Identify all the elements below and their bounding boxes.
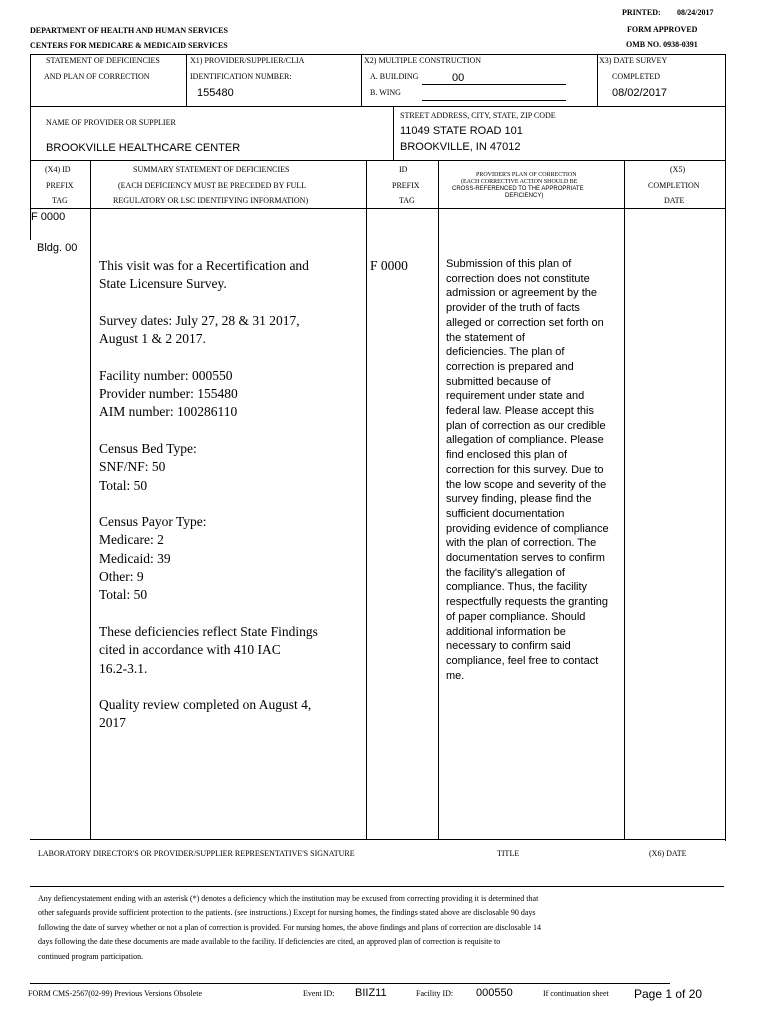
summary-line: Total: 50 — [99, 477, 148, 493]
summary-line: Facility number: 000550 — [99, 367, 233, 383]
form-number: FORM CMS-2567(02-99) Previous Versions Obsolete — [28, 989, 203, 998]
plan-line: additional information be — [446, 625, 566, 638]
summary-line: Other: 9 — [99, 569, 144, 585]
summary-line: Quality review completed on August 4, — [99, 697, 312, 713]
summary-line: Census Payor Type: — [99, 514, 207, 530]
disclaimer-line: continued program participation. — [38, 951, 144, 961]
summary-header-1: SUMMARY STATEMENT OF DEFICIENCIES — [133, 165, 290, 174]
summary-header-2: (EACH DEFICIENCY MUST BE PRECEDED BY FULL — [118, 181, 307, 190]
plan-line: plan of correction as our credible — [446, 419, 606, 432]
summary-line: Medicare: 2 — [99, 532, 164, 548]
plan-line: compliance. Thus, the facility — [446, 581, 588, 594]
summary-line: Medicaid: 39 — [99, 550, 171, 566]
printed-date: 08/24/2017 — [677, 8, 714, 17]
x4-header-3: TAG — [52, 196, 68, 205]
plan-line: correction is prepared and — [446, 360, 574, 373]
summary-line: August 1 & 2 2017. — [99, 331, 206, 347]
provider-id-value: 155480 — [197, 87, 234, 99]
plan-header-3: CROSS-REFERENCED TO THE APPROPRIATE — [452, 186, 584, 192]
plan-line: survey finding, please find the — [446, 493, 592, 506]
plan-line: sufficient documentation — [446, 507, 565, 520]
plan-line: the statement of — [446, 331, 525, 344]
plan-line: with the plan of correction. The — [446, 537, 597, 550]
id-header-1: ID — [399, 165, 408, 174]
plan-line: allegation of compliance. Please — [446, 434, 604, 447]
building-value: 00 — [452, 72, 465, 84]
plan-line: Submission of this plan of — [446, 258, 572, 270]
plan-header-4: DEFICIENCY) — [505, 193, 544, 199]
building-label: A. BUILDING — [370, 72, 419, 81]
provider-name-label: NAME OF PROVIDER OR SUPPLIER — [46, 118, 176, 127]
title-label: TITLE — [497, 849, 520, 858]
page-number: Page 1 of 20 — [634, 987, 703, 1001]
plan-line: alleged or correction set forth on — [446, 316, 604, 329]
disclaimer-line: days following the date these documents are made available to the facility. If deficiencies are cited, an approved plan of correction is requisite to — [38, 937, 501, 947]
summary-line: Provider number: 155480 — [99, 386, 238, 402]
continuation-label: If continuation sheet — [543, 989, 609, 998]
x4-header-2: PREFIX — [46, 181, 74, 190]
address-label: STREET ADDRESS, CITY, STATE, ZIP CODE — [400, 111, 556, 120]
summary-line: cited in accordance with 410 IAC — [99, 642, 281, 658]
right-tag: F 0000 — [370, 258, 408, 273]
summary-line: These deficiencies reflect State Findings — [99, 623, 318, 639]
summary-paragraph — [99, 440, 318, 495]
id-header-2: PREFIX — [392, 181, 420, 190]
x2-label: X2) MULTIPLE CONSTRUCTION — [364, 56, 482, 65]
plan-header-1: PROVIDER'S PLAN OF CORRECTION — [476, 172, 577, 178]
summary-line: SNF/NF: 50 — [99, 459, 166, 475]
signature-label: LABORATORY DIRECTOR'S OR PROVIDER/SUPPLIER REPRESENTATIVE'S SIGNATURE — [38, 849, 355, 858]
summary-line: Total: 50 — [99, 587, 148, 603]
completed-label: COMPLETED — [612, 72, 660, 81]
plan-line: compliance, feel free to contact — [446, 654, 599, 667]
left-tag: F 0000 — [31, 211, 66, 223]
address-line1: 11049 STATE ROAD 101 — [400, 125, 523, 137]
survey-completed-date: 08/02/2017 — [612, 87, 668, 99]
summary-line: Survey dates: July 27, 28 & 31 2017, — [99, 312, 300, 328]
summary-statement — [99, 257, 318, 751]
plan-line: submitted because of — [446, 375, 551, 388]
plan-line: providing evidence of compliance — [446, 522, 609, 535]
identification-label: IDENTIFICATION NUMBER: — [190, 72, 292, 81]
plan-line: documentation serves to confirm — [446, 552, 605, 565]
plan-line: necessary to confirm said — [446, 640, 571, 653]
summary-paragraph — [99, 513, 318, 604]
event-id-label: Event ID: — [303, 989, 335, 998]
summary-header-3: REGULATORY OR LSC IDENTIFYING INFORMATION) — [113, 196, 309, 205]
facility-id-label: Facility ID: — [416, 989, 454, 998]
bldg-label: Bldg. 00 — [37, 242, 78, 254]
printed-label: PRINTED: — [622, 8, 661, 17]
plan-line: correction for this survey. Due to — [446, 463, 604, 476]
plan-line: me. — [446, 669, 465, 682]
summary-paragraph — [99, 696, 318, 733]
disclaimer-line: following the date of survey whether or not a plan of correction is provided. For nursing homes, the above findings and plans of correction are disclosable 14 — [38, 922, 541, 932]
x5-header-1: (X5) — [670, 165, 686, 174]
summary-line: AIM number: 100286110 — [99, 404, 238, 420]
plan-line: deficiencies. The plan of — [446, 346, 565, 359]
summary-paragraph — [99, 312, 318, 349]
disclaimer — [38, 892, 541, 964]
id-header-3: TAG — [399, 196, 415, 205]
plan-line: the low scope and severity of the — [446, 478, 607, 491]
centers-title: CENTERS FOR MEDICARE & MEDICAID SERVICES — [30, 41, 228, 50]
disclaimer-line: Any defiencystatement ending with an asterisk (*) denotes a deficiency which the institution may be excused from correcting providing it is determined that — [38, 894, 539, 903]
summary-line: This visit was for a Recertification and — [99, 258, 309, 273]
wing-label: B. WING — [370, 88, 401, 97]
plan-line: the facility's allegation of — [446, 566, 565, 579]
plan-line: correction does not constitute — [446, 272, 590, 285]
x5-header-2: COMPLETION — [648, 181, 700, 190]
statement-label: STATEMENT OF DEFICIENCIES — [46, 56, 160, 65]
department-title: DEPARTMENT OF HEALTH AND HUMAN SERVICES — [30, 26, 228, 35]
plan-of-correction-label: AND PLAN OF CORRECTION — [44, 72, 150, 81]
plan-line: of paper compliance. Should — [446, 610, 586, 623]
plan-line: admission or agreement by the — [446, 287, 598, 300]
summary-line: 2017 — [99, 715, 126, 731]
plan-line: federal law. Please accept this — [446, 405, 594, 418]
plan-header-2: (EACH CORRECTIVE ACTION SHOULD BE — [461, 179, 578, 185]
form-approved: FORM APPROVED — [627, 25, 698, 34]
date-label: (X6) DATE — [649, 849, 687, 858]
summary-line: Census Bed Type: — [99, 440, 197, 456]
summary-paragraph — [99, 623, 318, 678]
event-id-value: BIIZ11 — [355, 987, 387, 999]
facility-id-value: 000550 — [476, 987, 513, 999]
omb-number: OMB NO. 0938-0391 — [626, 40, 698, 49]
summary-line: 16.2-3.1. — [99, 660, 148, 676]
plan-of-correction — [446, 257, 609, 683]
provider-name-value: BROOKVILLE HEALTHCARE CENTER — [46, 142, 241, 154]
x1-label: X1) PROVIDER/SUPPLIER/CLIA — [190, 56, 305, 65]
disclaimer-line: other safeguards provide sufficient protection to the patients. (see instructions.) Except for nursing homes, the findings stated above are disclosable 90 days — [38, 908, 536, 918]
summary-paragraph — [99, 257, 318, 294]
plan-line: provider of the truth of facts — [446, 302, 580, 315]
plan-line: requirement under state and — [446, 390, 585, 403]
x4-header-1: (X4) ID — [45, 165, 71, 174]
plan-line: find enclosed this plan of — [446, 449, 568, 462]
x5-header-3: DATE — [664, 196, 685, 205]
x3-label: X3) DATE SURVEY — [599, 56, 668, 65]
summary-paragraph — [99, 367, 318, 422]
plan-line: respectfully requests the granting — [446, 596, 609, 609]
address-line2: BROOKVILLE, IN 47012 — [400, 141, 521, 153]
summary-line: State Licensure Survey. — [99, 276, 227, 292]
